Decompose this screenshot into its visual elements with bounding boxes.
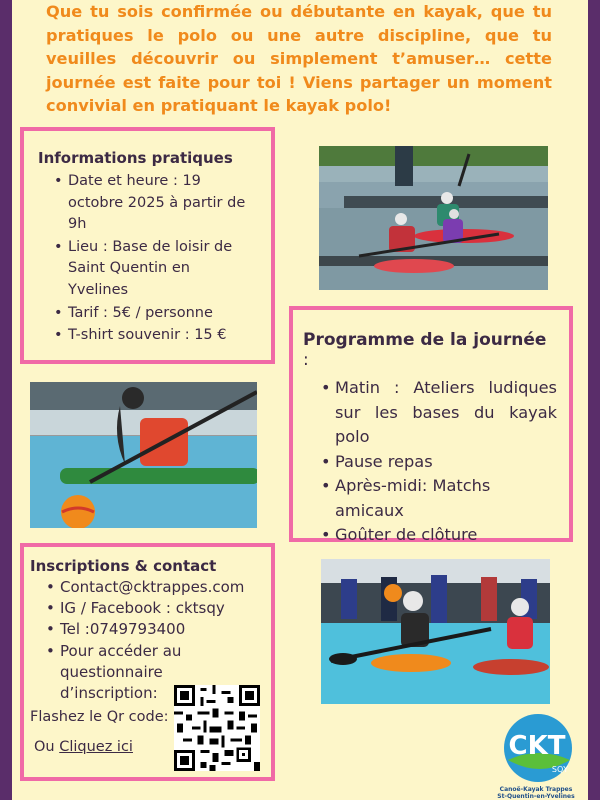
logo-sub: SQY (551, 765, 569, 774)
programme-title: Programme de la journée : (303, 330, 547, 370)
programme-box (289, 306, 573, 542)
qr-label: Flashez le Qr code: (30, 709, 169, 725)
programme-item-snack: • Goûter de clôture (335, 523, 557, 548)
contact-social: • IG / Facebook : cktsqy (60, 598, 263, 619)
right-frame-bar (588, 0, 600, 800)
info-list (38, 171, 271, 347)
info-item-price: • Tarif : 5€ / personne (68, 303, 271, 325)
info-item-date: • Date et heure : 19 octobre 2025 à partir de 9h (68, 171, 271, 236)
register-link[interactable]: Cliquez ici (59, 739, 133, 755)
logo-letters: CKT (508, 731, 566, 761)
logo-line1: Canoë-Kayak Trappes (499, 786, 573, 793)
contact-phone[interactable]: • Tel :0749793400 (60, 619, 263, 640)
contact-box (20, 543, 275, 781)
info-box (20, 127, 275, 364)
qr-code[interactable] (174, 685, 260, 771)
intro-paragraph: Que tu sois confirmée ou débutante en kayak, que tu pratiques le polo ou une autre discipline, que tu veuilles découvrir ou simplement t’amuser… cette journée est faite pour toi ! Viens partager un moment convivial en pratiquant le kayak polo! (46, 2, 552, 115)
kayak-polo-photo-3 (321, 559, 550, 704)
programme-list (303, 376, 557, 548)
programme-item-lunch: • Pause repas (335, 450, 557, 475)
left-frame-bar (0, 0, 12, 800)
club-logo (494, 708, 578, 800)
info-item-tshirt: • T-shirt souvenir : 15 € (68, 325, 271, 347)
kayak-polo-photo-1 (319, 146, 548, 290)
logo-line2: St-Quentin-en-Yvelines (497, 793, 575, 800)
info-item-location: • Lieu : Base de loisir de Saint Quentin en Yvelines (68, 237, 271, 302)
contact-questionnaire: • Pour accéder au questionnaire d’inscription: (60, 641, 263, 705)
register-link-line (34, 739, 133, 755)
kayak-polo-photo-2 (30, 382, 257, 528)
link-prefix: Ou (34, 739, 60, 755)
info-title: Informations pratiques (38, 149, 233, 167)
contact-title: Inscriptions & contact (30, 557, 217, 575)
programme-item-afternoon: • Après-midi: Matchs amicaux (335, 474, 557, 523)
contact-email[interactable]: • Contact@cktrappes.com (60, 577, 263, 598)
programme-item-morning: • Matin : Ateliers ludiques sur les bases du kayak polo (335, 376, 557, 450)
